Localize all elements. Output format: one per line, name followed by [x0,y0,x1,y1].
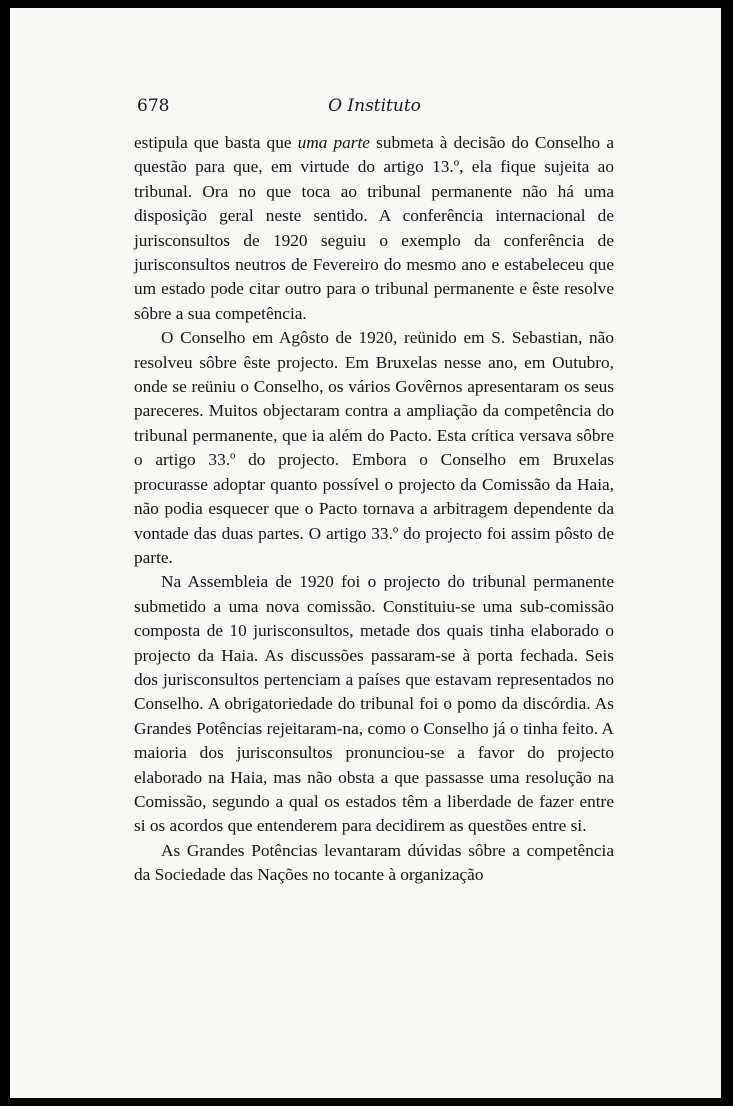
paragraph-2: O Conselho em Agôsto de 1920, reünido em S. Sebastian, não resolveu sôbre êste projecto. Em Bruxelas nesse ano, em Outubro, onde se reüniu o Conselho, os vários Govêrnos apresentaram os seus pareceres. Muitos objectaram contra a ampliação da competência do tribunal permanente, que ia além do Pacto. Esta crítica versava sôbre o artigo 33.º do projecto. Embora o Conselho em Bruxelas procurasse adoptar quanto possível o projecto da Comissão da Haia, não podia esquecer que o Pacto tornava a arbitragem dependente da vontade das duas partes. O artigo 33.º do projecto foi assim pôsto de parte. [134,328,614,567]
page-header [137,96,612,120]
paragraph-1-start: estipula que basta que [134,133,298,152]
page-number: 678 [137,96,170,116]
paragraph-4: As Grandes Potências levantaram dúvidas sôbre a competência da Sociedade das Nações no tocante à organização [134,840,614,885]
paragraph-3: Na Assembleia de 1920 foi o projecto do tribunal permanente submetido a uma nova comissão. Constituiu-se uma sub-comissão composta de 10 jurisconsultos, metade dos quais tinha elaborado o projecto da Haia. As discussões passaram-se à porta fechada. Seis dos jurisconsultos pertenciam a países que estavam representados no Conselho. A obrigatoriedade do tribunal foi o pomo da discórdia. As Grandes Potências rejeitaram-na, como o Conselho já o tinha feito. A maioria dos jurisconsultos pronunciou-se a favor do projecto elaborado na Haia, mas não obsta a que passasse uma resolução na Comissão, segundo a qual os estados têm a liberdade de fazer entre si os acordos que entenderem para decidirem as questões entre si. [134,572,614,836]
paragraph-1-rest: submeta à decisão do Conselho a questão para que, em virtude do artigo 13.º, ela fique sujeita ao tribunal. Ora no que toca ao tribunal permanente não há uma disposição geral neste sentido. A conferência internacional de jurisconsultos de 1920 seguiu o exemplo da conferência de jurisconsultos neutros de Fevereiro do mesmo ano e estabeleceu que um estado pode citar outro para o tribunal permanente e êste resolve sôbre a sua competência. [134,133,614,323]
running-title: O Instituto [328,96,421,116]
book-page [10,8,721,1098]
body-text [134,131,614,888]
paragraph-1 [134,131,614,326]
paragraph-1-emphasis: uma parte [297,133,370,152]
